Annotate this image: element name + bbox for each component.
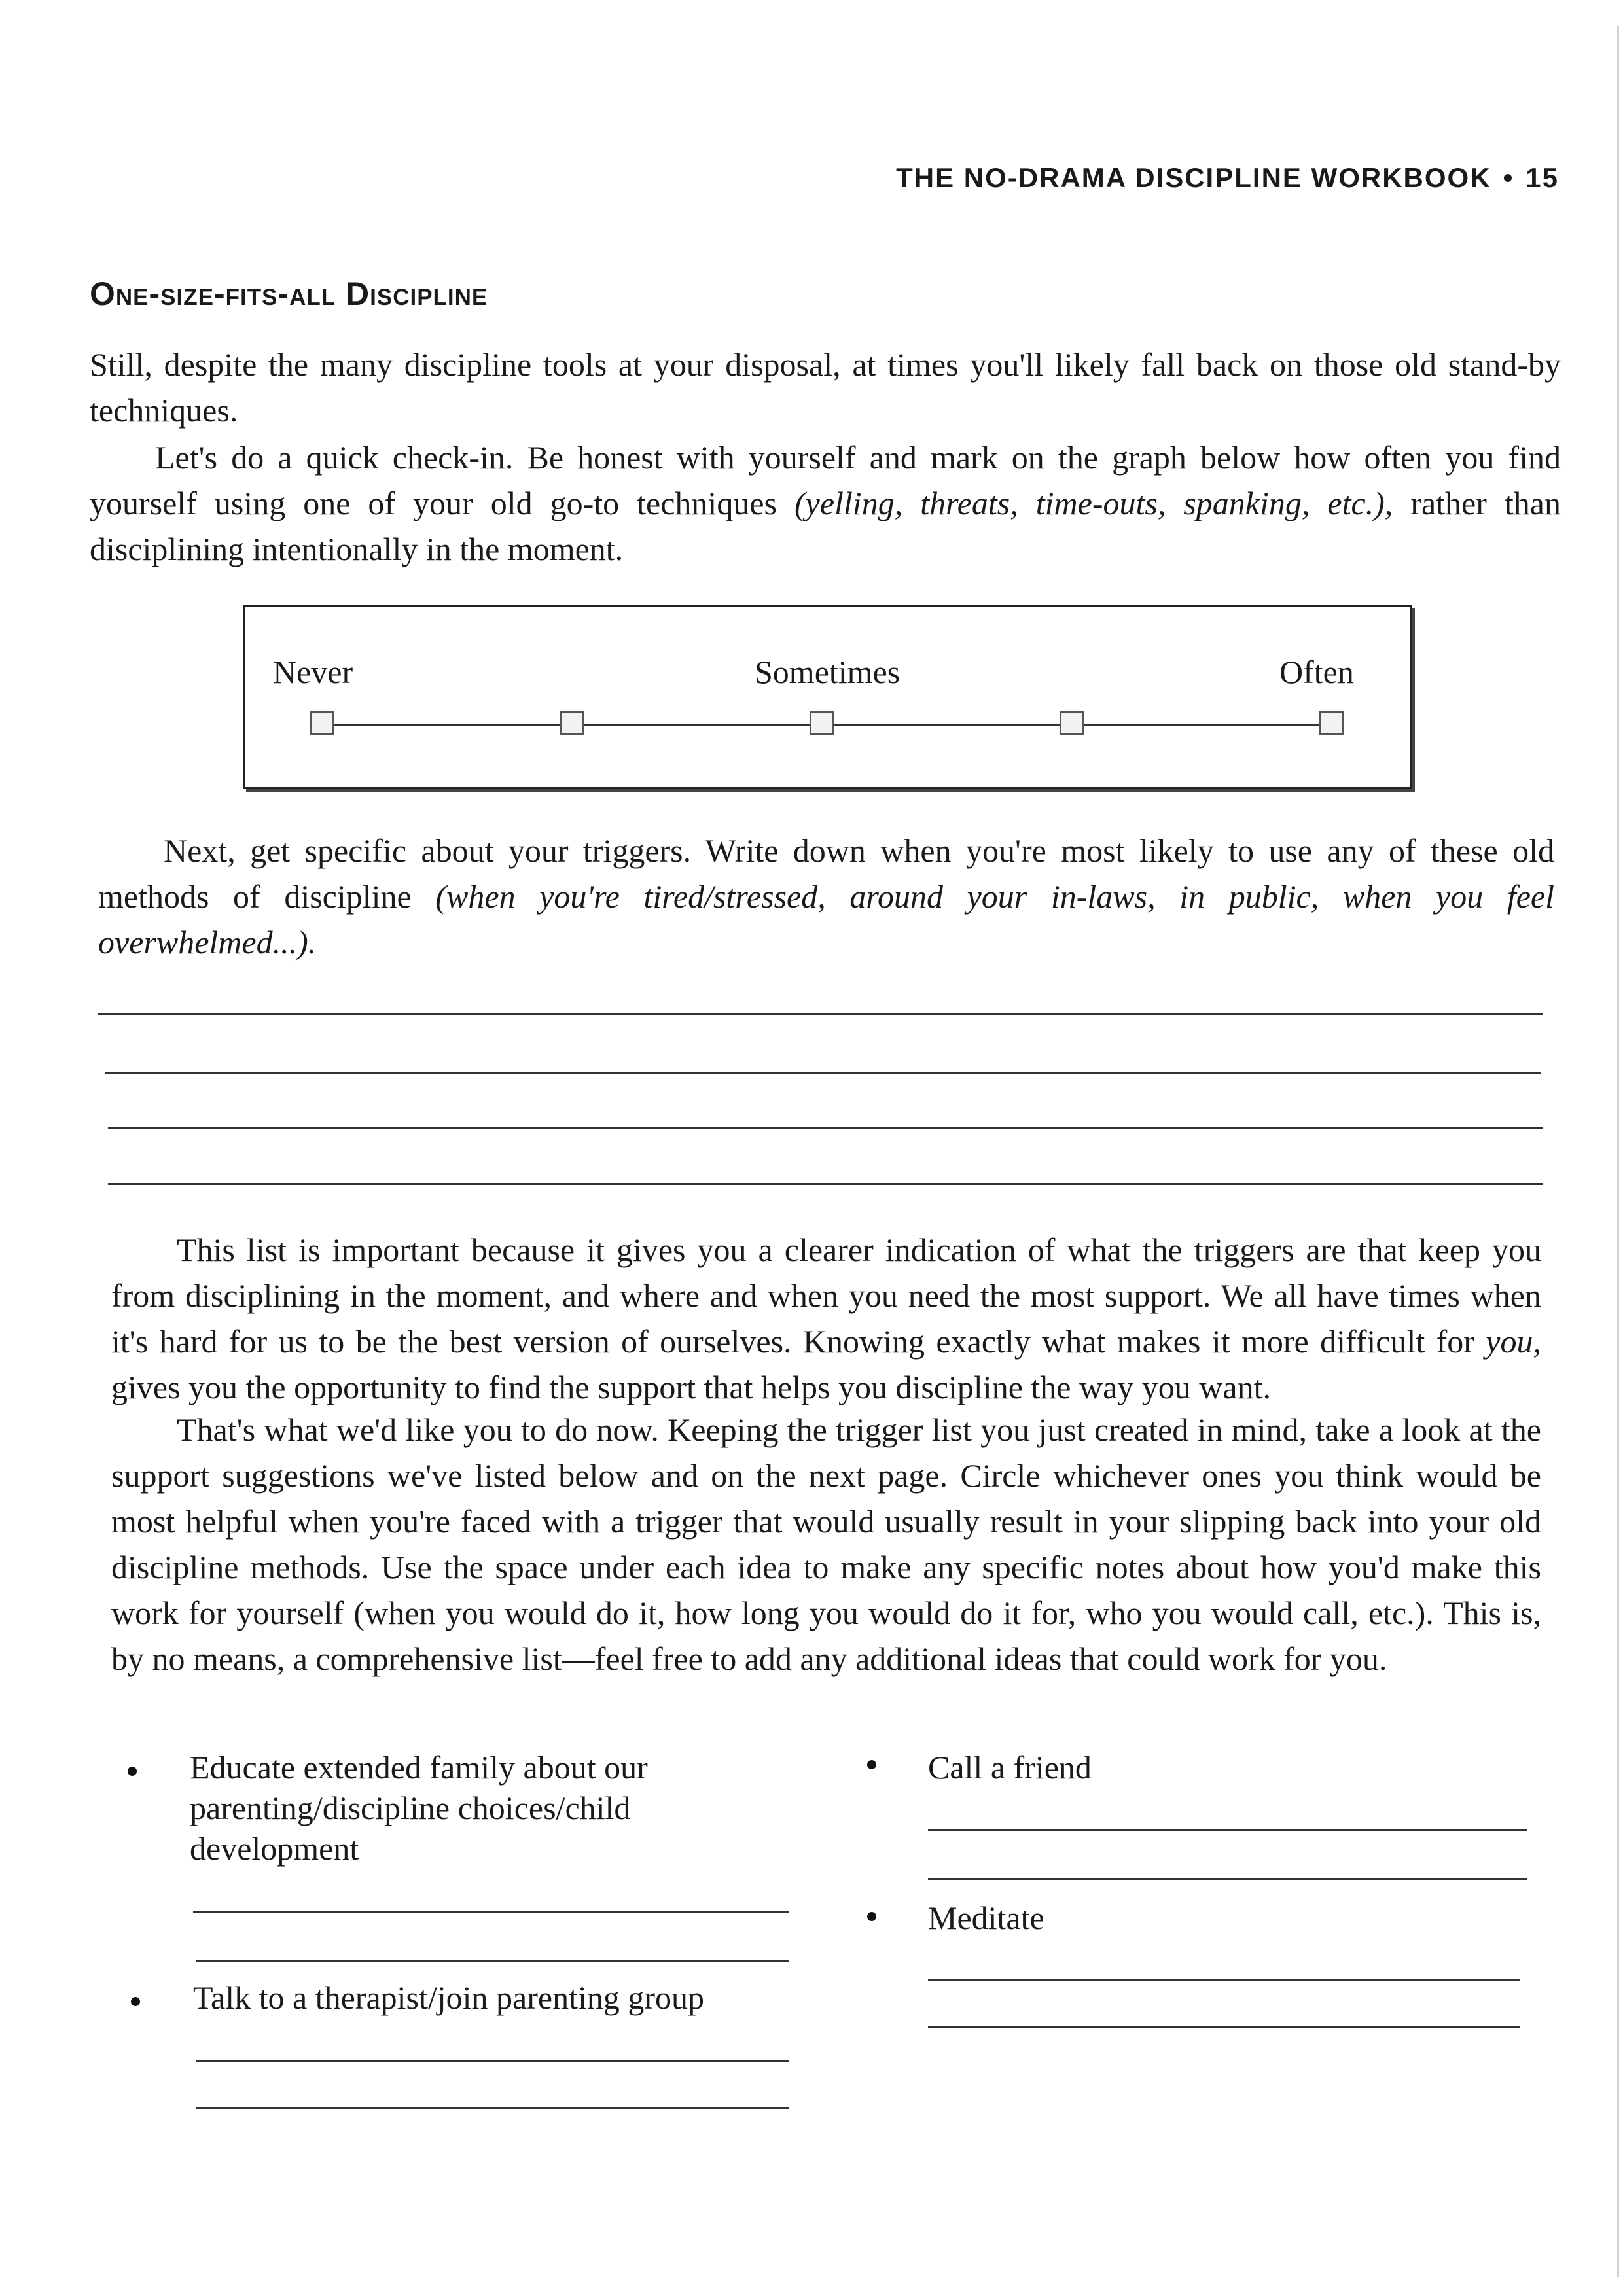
scale-checkbox-often[interactable] [1319,711,1344,735]
bullet-icon [131,1997,140,2006]
emphasis-you: you, [1486,1323,1541,1360]
header-separator: • [1503,162,1514,193]
check-in-paragraph [90,434,1561,572]
scale-checkbox-2[interactable] [560,711,584,735]
scale-label-sometimes: Sometimes [755,654,901,690]
trigger-answer-line[interactable] [108,1127,1543,1129]
suggestion-meditate[interactable]: Meditate [928,1899,1044,1936]
running-title: THE NO-DRAMA DISCIPLINE WORKBOOK [896,162,1491,193]
scale-checkbox-4[interactable] [1060,711,1084,735]
list-importance-text-end: gives you the opportunity to find the support that helps you discipline the way you want. [111,1369,1271,1405]
frequency-scale [243,605,1412,789]
suggestion-note-line[interactable] [196,2107,789,2109]
page-number: 15 [1525,162,1559,193]
suggestion-note-line[interactable] [196,2060,789,2062]
scale-label-often: Often [1279,654,1354,690]
suggestion-call-friend[interactable]: Call a friend [928,1749,1092,1786]
page-edge [1617,26,1619,2277]
suggestion-note-line[interactable] [928,1979,1520,1981]
bullet-icon [867,1760,876,1769]
triggers-text: Next, get specific about your triggers. Write down when you're most likely to use any of these old methods of discipline [98,832,1554,915]
instructions-paragraph: That's what we'd like you to do now. Keeping the trigger list you just created in mind, take a look at the support suggestions we've listed below and on the next page. Circle whichever ones you think would be most helpful when you're faced with a trigger that would usually result in your slipping back into your old discipline methods. Use the space under each idea to make any specific notes about how you'd make this work for yourself (when you would do it, how long you would do it for, who you would call, etc.). This is, by no means, a comprehensive list—feel free to add any additional ideas that could work for you. [111,1411,1541,1677]
intro-paragraph: Still, despite the many discipline tools at your disposal, at times you'll likely fall back on those old stand-by techniques. [90,346,1561,429]
scale-checkbox-sometimes[interactable] [810,711,834,735]
section-title: One-size-fits-all Discipline [90,275,488,312]
check-in-text: Let's do a quick check-in. Be honest with yourself and mark on the graph below how often you find yourself using one of your old go-to techniques [90,439,1561,521]
list-importance-paragraph [111,1227,1541,1410]
triggers-paragraph [98,828,1554,965]
trigger-answer-line[interactable] [98,1013,1543,1015]
suggestion-therapist[interactable]: Talk to a therapist/join parenting group [193,1979,705,2016]
suggestion-note-line[interactable] [928,1829,1527,1831]
suggestion-note-line[interactable] [193,1911,789,1913]
suggestion-note-line[interactable] [196,1960,789,1962]
scale-checkbox-never[interactable] [310,711,334,735]
suggestion-note-line[interactable] [928,2026,1520,2028]
trigger-answer-line[interactable] [105,1072,1541,1074]
running-header [851,162,1559,194]
bullet-icon [128,1767,137,1776]
check-in-examples: (yelling, threats, time-outs, spanking, etc.), [794,485,1393,521]
suggestion-note-line[interactable] [928,1878,1527,1880]
check-in-text-end: rather than disciplining intentionally in the moment. [90,485,1561,567]
trigger-answer-line[interactable] [108,1183,1543,1185]
suggestion-educate-family[interactable]: Educate extended family about our parenting/discipline choices/child development [190,1749,648,1867]
bullet-icon [867,1912,876,1921]
list-importance-text: This list is important because it gives you a clearer indication of what the triggers are that keep you from disciplining in the moment, and where and when you need the most support. We all have times when it's hard for us to be the best version of ourselves. Knowing exactly what makes it more difficult for [111,1231,1541,1360]
triggers-examples: (when you're tired/stressed, around your in-laws, in public, when you feel overwhelmed...). [98,878,1554,961]
scale-label-never: Never [273,654,353,690]
